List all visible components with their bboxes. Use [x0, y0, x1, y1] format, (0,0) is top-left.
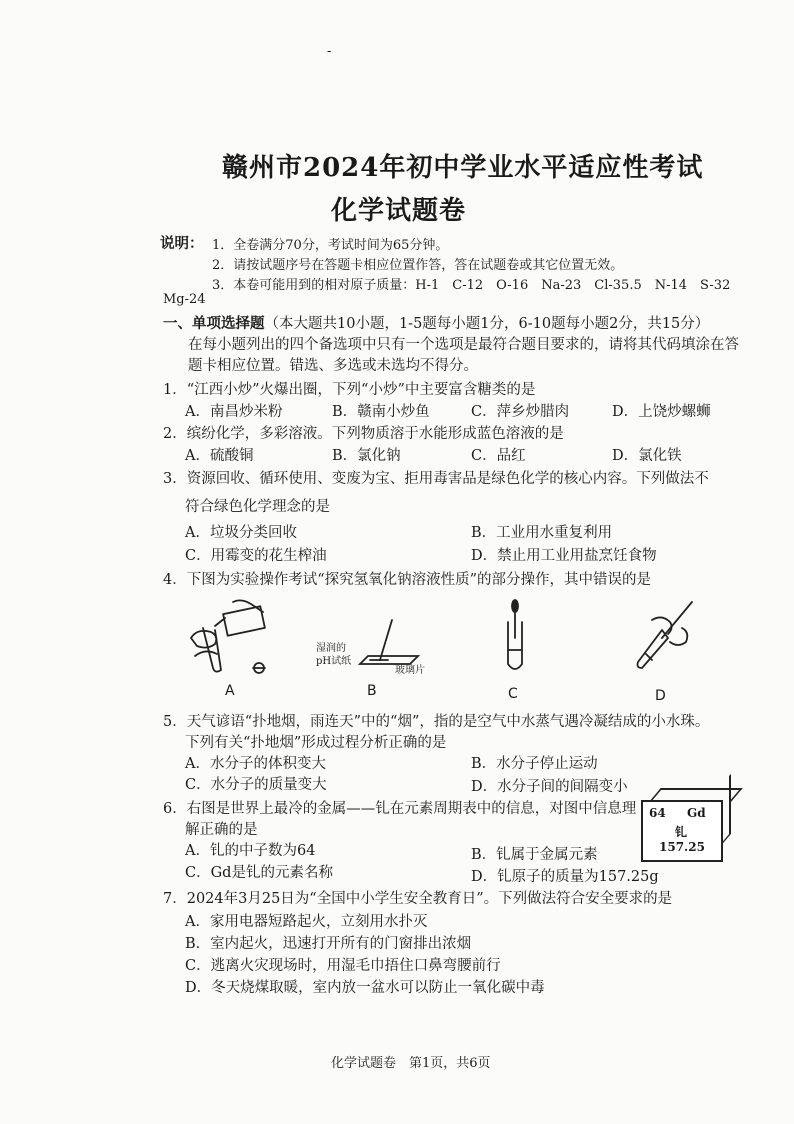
q6-stem-1: 6．右图是世界上最冷的金属——钆在元素周期表中的信息，对图中信息理: [163, 801, 637, 817]
q5-option-d: D．水分子间的间隔变小: [471, 779, 628, 795]
figure-b-text-wet: 湿润的: [316, 643, 346, 654]
q3-option-a: A．垃圾分类回收: [185, 525, 297, 541]
element-symbol: Gd: [687, 806, 706, 820]
notes-label: 说明：: [160, 235, 204, 252]
q2-stem: 2．缤纷化学，多彩溶液。下列物质溶于水能形成蓝色溶液的是: [163, 426, 564, 442]
section-instructions-2: 题卡相应位置。错选、多选或未选均不得分。: [188, 358, 478, 374]
q3-option-b: B．工业用水重复利用: [471, 525, 613, 541]
q7-option-c: C．逃离火灾现场时，用湿毛巾捂住口鼻弯腰前行: [185, 958, 501, 974]
q5-option-b: B．水分子停止运动: [471, 756, 598, 772]
section-title: 一、单项选择题: [163, 315, 265, 332]
note-item-3: 3．本卷可能用到的相对原子质量：H-1 C-12 O-16 Na-23 Cl-35.5 N-14 S-32: [212, 278, 731, 293]
figure-b-text-glass: 玻璃片: [395, 665, 425, 676]
q3-stem-2: 符合绿色化学理念的是: [185, 499, 330, 515]
q4-stem: 4．下图为实验操作考试“探究氢氧化钠溶液性质”的部分操作，其中错误的是: [163, 572, 652, 588]
section-instructions-1: 在每小题列出的四个备选项中只有一个选项是最符合题目要求的，请将其代码填涂在答: [188, 337, 739, 353]
element-atomic-number: 64: [649, 806, 666, 820]
q3-stem-1: 3．资源回收、循环使用、变废为宝、拒用毒害品是绿色化学的核心内容。下列做法不: [163, 471, 709, 487]
figure-b-text-ph-paper: pH试纸: [316, 656, 352, 667]
q5-option-c: C．水分子的质量变大: [185, 777, 327, 793]
section-note: （本大题共10小题，1-5题每小题1分，6-10题每小题2分，共15分）: [264, 316, 710, 332]
figure-b-label: B: [367, 683, 377, 699]
q7-option-b: B．室内起火，迅速打开所有的门窗排出浓烟: [185, 936, 472, 952]
figure-d-test-tube-holding: [622, 598, 702, 678]
section-heading: [163, 312, 709, 333]
q6-option-a: A．钆的中子数为64: [185, 843, 316, 859]
q7-option-d: D．冬天烧煤取暖，室内放一盆水可以防止一氧化碳中毒: [185, 980, 545, 996]
exam-subtitle: 化学试题卷: [331, 196, 467, 226]
top-mark: -: [327, 44, 332, 59]
q6-stem-2: 解正确的是: [185, 822, 258, 838]
q6-option-b: B．钆属于金属元素: [471, 847, 598, 863]
q1-option-b: B．赣南小炒鱼: [332, 404, 430, 420]
q1-option-c: C．萍乡炒腊肉: [471, 404, 570, 420]
note-item-3-cont: Mg-24: [163, 292, 206, 307]
q6-option-d: D．钆原子的质量为157.25g: [471, 869, 659, 885]
q6-option-c: C．Gd是钆的元素名称: [185, 865, 333, 881]
page-footer: 化学试题卷 第1页，共6页: [331, 1056, 491, 1071]
q5-stem-2: 下列有关“扑地烟”形成过程分析正确的是: [185, 735, 447, 751]
figure-c-label: C: [508, 686, 518, 702]
q7-stem: 7．2024年3月25日为“全国中小学生安全教育日”。下列做法符合安全要求的是: [163, 891, 673, 907]
q3-option-d: D．禁止用工业用盐烹饪食物: [471, 548, 657, 564]
q5-stem-1: 5．天气谚语“扑地烟，雨连天”中的“烟”，指的是空气中水蒸气遇冷凝结成的小水珠。: [163, 714, 710, 730]
q2-option-a: A．硫酸铜: [185, 448, 254, 464]
q1-stem: 1．“江西小炒”火爆出圈，下列“小炒”中主要富含糖类的是: [163, 382, 536, 398]
note-item-2: 2．请按试题序号在答题卡相应位置作答，答在试题卷或其它位置无效。: [212, 258, 624, 273]
element-name: 钆: [675, 825, 688, 839]
element-tile-gd: [641, 800, 723, 862]
figure-a-pouring: [185, 598, 275, 678]
figure-c-dropper: [500, 598, 530, 678]
figure-d-label: D: [655, 688, 666, 704]
q5-option-a: A．水分子的体积变大: [185, 756, 326, 772]
figure-a-label: A: [225, 683, 235, 699]
exam-title: 赣州市2024年初中学业水平适应性考试: [222, 153, 704, 183]
q2-option-d: D．氯化铁: [612, 448, 682, 464]
q2-option-b: B．氯化钠: [332, 448, 401, 464]
q1-option-d: D．上饶炒螺蛳: [612, 404, 711, 420]
note-item-1: 1．全卷满分70分，考试时间为65分钟。: [212, 238, 449, 253]
q3-option-c: C．用霉变的花生榨油: [185, 548, 327, 564]
q2-option-c: C．品红: [471, 448, 526, 464]
element-atomic-mass: 157.25: [659, 840, 705, 854]
q1-option-a: A．南昌炒米粉: [185, 404, 283, 420]
q7-option-a: A．家用电器短路起火，立刻用水扑灭: [185, 914, 428, 930]
